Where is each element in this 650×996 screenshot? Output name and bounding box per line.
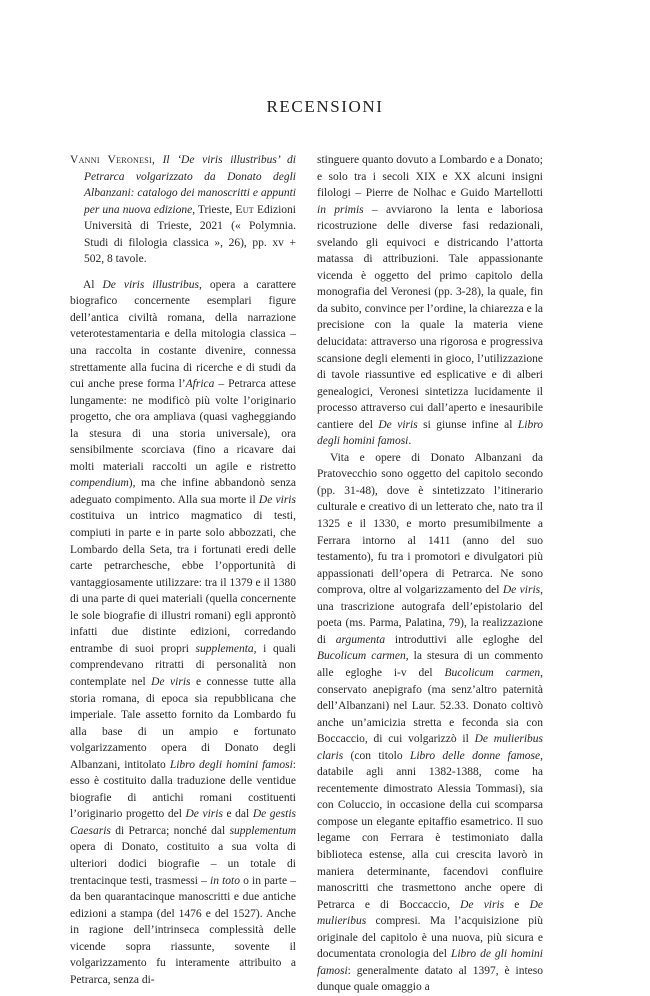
italic-title: De viris xyxy=(258,493,296,506)
text-run: introduttivi alle egloghe del xyxy=(385,633,543,646)
text-run: , xyxy=(152,154,163,166)
italic-title: De viris xyxy=(460,898,505,911)
text-run: : generalmente datato al 1397, è inteso dunque quale omaggio a xyxy=(317,964,543,994)
italic-title: De viris xyxy=(502,584,541,597)
text-run: , i quali comprendevano ritratti di personalità non contemplate nel xyxy=(70,642,296,688)
text-run: – Petrarca attese lungamente: ne modificò più volte l’originario progetto, che ora ampliava (quasi vagheggiando la stesura di una storia universale), ora sensibilmente scorciava (fino a ricavare dai molti materiali raccolti un agile e ristretto xyxy=(70,378,296,473)
right-column xyxy=(317,152,543,996)
italic-title: Africa xyxy=(185,378,215,391)
review-paragraph-1-continued xyxy=(317,152,543,450)
italic-title: supplementum xyxy=(229,824,296,837)
text-run: costituiva un intrico magmatico di testi, compiuti in parte e in parte solo abbozzati, che Lombardo della Seta, tra i fortunati eredi delle carte petrarchesche, ebbe l’opportunità di vantaggiosamente utilizzare: tra il 1379 e il 1380 di una parte di quei materiali (quella concernente le sole biografie di illustri romani) egli approntò infatti due distinte edizioni, corredando entrambe di suoi propri xyxy=(70,510,296,655)
text-run: (con titolo xyxy=(343,749,410,762)
italic-title: De mulieribus xyxy=(317,898,543,928)
italic-title: in toto xyxy=(210,874,240,887)
italic-title: De viris xyxy=(378,418,418,431)
italic-title: Libro delle donne famose xyxy=(409,749,541,762)
text-run: compresi. Ma l’acquisizione più originale del capitolo è una nuova, più sicura e documentata cronologia del xyxy=(317,915,543,961)
italic-title: De viris xyxy=(151,675,191,688)
italic-title: supplementa xyxy=(195,642,254,655)
text-run: , databile agli anni 1382-1388, come ha recentemente dimostrato Alessia Tommasi), sia con Coluccio, in occasione della cui scomparsa compose un elegante epitaffio esametrico. Il suo legame con Ferrara è testimoniato dalla biblioteca estense, alla cui crescita lavorò in maniera determinante, facendovi confluire manoscritti che trasmettono anche opere di Petrarca e di Boccaccio, xyxy=(317,749,544,911)
text-run: , Trieste, xyxy=(192,203,236,216)
text-run: , opera a carattere biografico concernente esemplari figure dell’antica civiltà romana, della narrazione veterotestamentaria e della mitologia classica – una raccolta in costante divenire, connessa strettamente alla fucina di ricerche e di studi da cui anche prese forma l’ xyxy=(70,278,297,391)
italic-title: Libro degli homini famosi xyxy=(169,758,293,771)
text-run: – avviarono la lenta e laboriosa ricostruzione delle diverse fasi redazionali, svelando gli equivoci e districando l’attorta matassa di attribuzioni. Tale appassionante vicenda è oggetto del primo capitolo della monografia del Veronesi (pp. 3-28), la quale, fin da subito, convince per l’ordine, la chiarezza e la precisione con la quale la materia viene delucidata: attraverso una rigorosa e progressiva scansione degli elementi in gioco, l’utilizzazione di tavole riassuntive ed esplicative e di alberi genealogici, Veronesi sintetizza lucidamente il processo attraverso cui dall’aperto e inesauribile cantiere del xyxy=(317,203,544,431)
italic-title: Libro degli homini famosi xyxy=(317,418,543,448)
text-run: si giunse infine al xyxy=(417,418,518,431)
left-column xyxy=(70,152,296,988)
text-run: Vita e opere di Donato Albanzani da Pratovecchio sono oggetto del capitolo secondo (pp. 31-48), dove è sintetizzato l’itinerario culturale e creativo di un letterato che, nato tra il 1325 e il 1330, e morto presumibilmente a Ferrara intorno al 1411 (anno del suo testamento), fu tra i promotori e divulgatori più appassionati dell’opera di Petrarca. Ne sono comprova, oltre al volgarizzamento del xyxy=(317,451,543,597)
text-run: Al xyxy=(83,278,103,291)
text-run: di Petrarca; nonché dal xyxy=(110,824,230,837)
italic-title: Bucolicum carmen xyxy=(317,650,406,663)
italic-title: Libro de gli homini famosi xyxy=(317,948,543,977)
italic-title: De gestis Caesaris xyxy=(70,808,296,837)
text-run: opera di Donato, costituito a sua volta di ulteriori dodici biografie – un totale di trentacinque testi, trasmessi – xyxy=(70,841,296,887)
italic-title: argumenta xyxy=(335,633,386,646)
text-run: : esso è costituito dalla traduzione delle ventidue biografie di antichi romani costituenti l’originario progetto del xyxy=(70,758,296,821)
text-run: , una trascrizione autografa dell’epistolario del poeta (ms. Parma, Palatina, 79), la realizzazione di xyxy=(317,584,543,646)
italic-title: Bucolicum carmen xyxy=(444,666,541,679)
italic-title: De viris xyxy=(185,808,223,821)
text-run: e dal xyxy=(222,808,253,821)
text-run: stinguere quanto dovuto a Lombardo e a Donato; e solo tra i secoli XIX e XX alcuni insigni filologi – Pierre de Nolhac e Guido Martellotti xyxy=(317,154,543,200)
italic-title: compendium xyxy=(70,477,129,490)
text-run: e connesse tutte alla storia romana, di epoca sia repubblicana che imperiale. Tale assetto fornito da Lombardo fu alla base di un ampio e fortunato volgarizzamento opera di Donato degli Albanzani, intitolato xyxy=(70,675,297,771)
bibliographic-entry xyxy=(70,152,296,268)
italic-title: Il ‘De viris illustribus’ di Petrarca volgarizzato da Donato degli Albanzani: catalogo dei manoscritti e appunti per una nuova edizione xyxy=(84,154,296,216)
text-run: . xyxy=(408,435,412,448)
italic-title: in primis xyxy=(317,203,364,216)
text-run: o in parte – da ben quarantacinque manoscritti e due antiche edizioni a stampa (del 1476 e del 1527). Anche in ragione dell’intrinseca complessità delle vicende sopra riassunte, sovente il volgarizzamento fu interamente attribuito a Petrarca, senza di- xyxy=(70,874,296,986)
text-run: Edizioni Università di Trieste, 2021 (« Polymnia. Studi di filologia classica », 26), pp. xv + 502, 8 tavole. xyxy=(84,203,296,266)
review-paragraph-1 xyxy=(70,277,296,989)
italic-title: De viris illustribus xyxy=(102,278,199,291)
text-run: ), ma che infine abbandonò senza adeguato compimento. Alla sua morte il xyxy=(70,477,296,506)
italic-title: De mulieribus claris xyxy=(317,733,543,762)
text-run: , la stesura di un commento alle egloghe i-v del xyxy=(317,650,543,679)
text-run: , conservato anepigrafo (ma senz’altro paternità dell’Albanzani) nel Laur. 52.33. Donato coltivò anche un’amicizia stretta e feconda sia con Boccaccio, di cui volgarizzò il xyxy=(317,666,543,746)
review-paragraph-2 xyxy=(317,450,543,996)
text-run: e xyxy=(504,898,530,911)
section-title: RECENSIONI xyxy=(266,97,384,116)
small-caps-text: Vanni Veronesi xyxy=(70,154,153,166)
small-caps-text: Eut xyxy=(235,203,254,216)
